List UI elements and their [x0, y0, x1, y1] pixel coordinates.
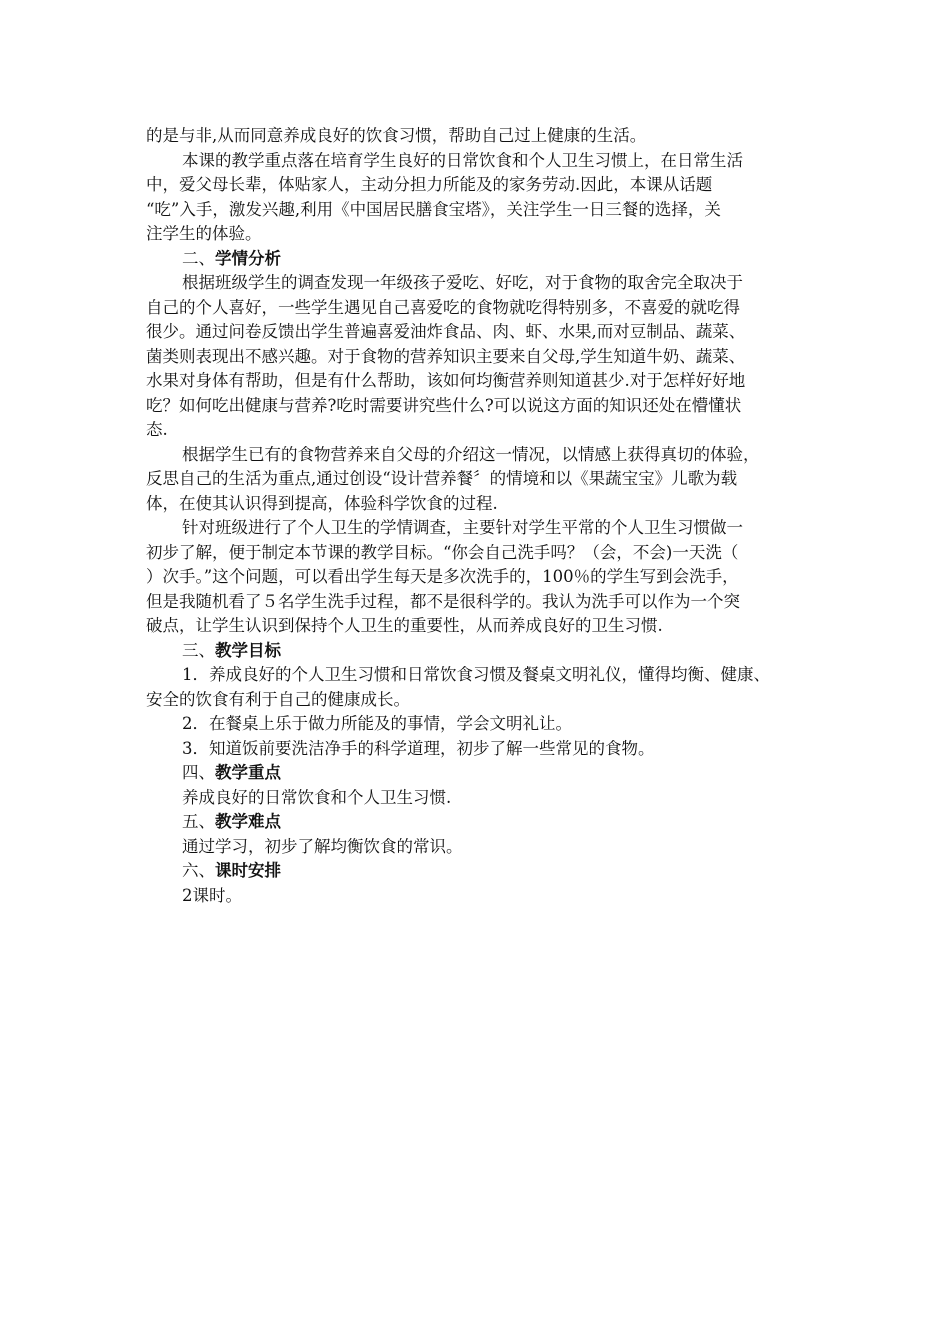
section-number: 四、 [182, 763, 215, 782]
paragraph-line: 但是我随机看了５名学生洗手过程，都不是很科学的。我认为洗手可以作为一个突 [146, 591, 740, 611]
document-body [146, 124, 860, 908]
section-heading-student-analysis [146, 247, 860, 272]
paragraph-line: 体，在使其认识得到提高，体验科学饮食的过程. [146, 493, 498, 513]
section-number: 二、 [182, 248, 215, 268]
section-heading-key-points [146, 761, 860, 786]
goal-line: 3．知道饭前要洗洁净手的科学道理，初步了解一些常见的食物。 [182, 738, 655, 758]
goal-line: 1．养成良好的个人卫生习惯和日常饮食习惯及餐桌文明礼仪，懂得均衡、健康、 [182, 665, 770, 684]
paragraph-line: 中，爱父母长辈，体贴家人，主动分担力所能及的家务劳动.因此，本课从话题 [146, 175, 713, 194]
section-title: 学情分析 [215, 248, 281, 268]
paragraph-line: 注学生的体验。 [146, 224, 262, 243]
paragraph-line: 自己的个人喜好，一些学生遇见自己喜爱吃的食物就吃得特别多，不喜爱的就吃得 [146, 297, 740, 317]
paragraph-line: 根据班级学生的调查发现一年级孩子爱吃、好吃，对于食物的取舍完全取决于 [182, 273, 743, 292]
paragraph-line: 2课时。 [182, 885, 242, 905]
paragraph-line: 菌类则表现出不感兴趣。对于食物的营养知识主要来自父母,学生知道牛奶、蔬菜、 [146, 346, 746, 366]
section-title: 教学目标 [215, 640, 281, 660]
section-title: 教学重点 [215, 763, 281, 782]
paragraph-line: 针对班级进行了个人卫生的学情调查，主要针对学生平常的个人卫生习惯做一 [182, 518, 743, 537]
section-heading-schedule [146, 859, 860, 884]
paragraph-line: 养成良好的日常饮食和个人卫生习惯. [182, 787, 452, 807]
paragraph-line: 初步了解，便于制定本节课的教学目标。“你会自己洗手吗？（会，不会)一天洗（ [146, 542, 739, 562]
section-number: 三、 [182, 640, 215, 660]
paragraph-line: 破点，让学生认识到保持个人卫生的重要性，从而养成良好的卫生习惯. [146, 616, 663, 635]
paragraph-line: ）次手。”这个问题，可以看出学生每天是多次洗手的，100％的学生写到会洗手， [146, 567, 739, 586]
paragraph-line: 根据学生已有的食物营养来自父母的介绍这一情况，以情感上获得真切的体验， [182, 444, 760, 464]
paragraph-line: 的是与非,从而同意养成良好的饮食习惯，帮助自己过上健康的生活。 [146, 126, 647, 145]
paragraph-line: 本课的教学重点落在培育学生良好的日常饮食和个人卫生习惯上，在日常生活 [182, 150, 743, 170]
paragraph-line: 反思自己的生活为重点,通过创设“设计营养餐〞的情境和以《果蔬宝宝》儿歌为载 [146, 469, 738, 488]
section-number: 六、 [182, 861, 215, 880]
section-title: 教学难点 [215, 812, 281, 831]
paragraph-line: “吃”入手，激发兴趣,利用《中国居民膳食宝塔》，关注学生一日三餐的选择，关 [146, 199, 721, 219]
paragraph-line: 通过学习，初步了解均衡饮食的常识。 [182, 836, 463, 856]
paragraph-line: 很少。通过问卷反馈出学生普遍喜爱油炸食品、肉、虾、水果,而对豆制品、蔬菜、 [146, 322, 746, 341]
goal-line: 2．在餐桌上乐于做力所能及的事情，学会文明礼让。 [182, 714, 572, 733]
section-title: 课时安排 [215, 861, 281, 880]
section-heading-difficulties [146, 810, 860, 835]
section-number: 五、 [182, 812, 215, 831]
paragraph-line: 水果对身体有帮助，但是有什么帮助，该如何均衡营养则知道甚少.对于怎样好好地 [146, 371, 746, 390]
section-heading-teaching-goals [146, 639, 860, 664]
paragraph-line: 吃？如何吃出健康与营养?吃时需要讲究些什么?可以说这方面的知识还处在懵懂状 [146, 395, 742, 415]
paragraph-line: 态. [146, 420, 168, 439]
goal-line: 安全的饮食有利于自己的健康成长。 [146, 689, 410, 709]
